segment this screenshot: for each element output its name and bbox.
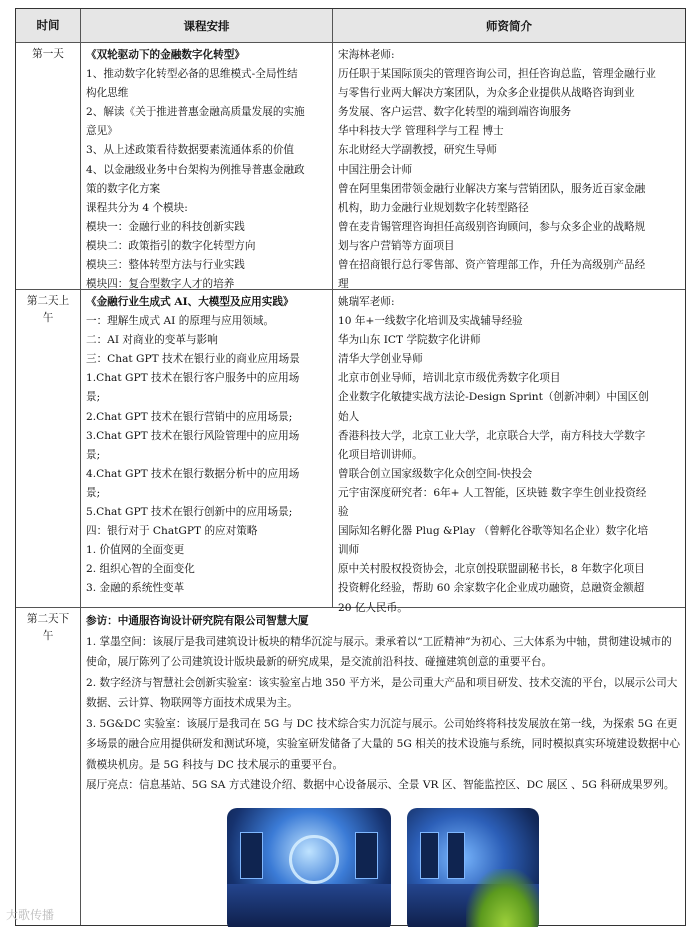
course-line: 1. 价值网的全面变更 — [86, 544, 185, 557]
course-line: 景; — [86, 391, 101, 404]
teacher-line: 始人 — [338, 410, 360, 423]
course-line: 4.Chat GPT 技术在银行数据分析中的应用场 — [86, 467, 300, 480]
time-cell — [16, 43, 81, 289]
course-line: 策的数字化方案 — [86, 182, 161, 195]
course-line: 3.Chat GPT 技术在银行风险管理中的应用场 — [86, 429, 300, 442]
course-line: 5.Chat GPT 技术在银行创新中的应用场景; — [86, 506, 293, 519]
photo-gallery — [86, 808, 680, 927]
teacher-name: 姚瑞军老师: — [338, 296, 395, 308]
teacher-line: 机构，助力金融行业规划数字化转型路径 — [338, 201, 529, 214]
teacher-line: 10 年+一线数字化培训及实战辅导经验 — [338, 315, 523, 328]
header-teacher: 师资简介 — [486, 18, 532, 33]
course-cell — [81, 290, 333, 607]
visit-title: 参访：中通服咨询设计研究院有限公司智慧大厦 — [86, 615, 309, 627]
teacher-line: 划与客户营销等方面项目 — [338, 239, 455, 252]
course-line: 意见》 — [86, 125, 118, 138]
table-row-day2-morning — [16, 289, 685, 614]
teacher-line: 元宇宙深度研究者：6年+ 人工智能，区块链 数字孪生创业投资经 — [338, 486, 647, 499]
course-line: 构化思维 — [86, 87, 129, 100]
time-label: 第二天上 — [26, 295, 70, 307]
teacher-line: 与零售行业两大解决方案团队，为众多企业提供从战略咨询到业 — [338, 87, 635, 100]
teacher-line: 投资孵化经验，帮助 60 余家数字化企业成功融资，总融资金额超 — [338, 582, 645, 595]
teacher-line: 东北财经大学副教授，研究生导师 — [338, 144, 497, 157]
visit-paragraph: 展厅亮点：信息基站、5G SA 方式建设介绍、数据中心设备展示、全景 VR 区、智能监控区、DC 展区 、5G 科研成果罗列。 — [86, 779, 675, 791]
visit-paragraph: 1. 掌墨空间：该展厅是我司建筑设计板块的精华沉淀与展示。秉承着以“工匠精神”为初心、三大体系为中轴，贯彻建设城市的使命，展厅陈列了公司建筑设计版块最新的研究成果，是交流前沿科技、碰撞建筑创意的重要平台。 — [86, 635, 672, 668]
course-table — [15, 8, 686, 926]
teacher-line: 曾在招商银行总行零售部、资产管理部工作，升任为高级别产品经 — [338, 259, 646, 272]
course-line: 4、以金融级业务中台架构为例推导普惠金融政 — [86, 163, 305, 176]
teacher-line: 曾联合创立国家级数字化众创空间-快投会 — [338, 467, 533, 480]
course-line: 1.Chat GPT 技术在银行客户服务中的应用场 — [86, 372, 300, 385]
lab-photo — [407, 808, 539, 927]
teacher-line: 验 — [338, 506, 349, 519]
course-cell — [81, 43, 333, 289]
teacher-line: 原中关村股权投资协会，北京创投联盟副秘书长，8 年数字化项目 — [338, 563, 645, 576]
teacher-line: 务发展、客户运营、数字化转型的端到端咨询服务 — [338, 106, 572, 119]
teacher-cell — [333, 290, 685, 614]
time-label: 第一天 — [32, 48, 64, 60]
teacher-line: 华中科技大学 管理科学与工程 博士 — [338, 125, 504, 138]
teacher-line: 中国注册会计师 — [338, 163, 413, 176]
course-line: 三：Chat GPT 技术在银行业的商业应用场景 — [86, 353, 300, 366]
header-time: 时间 — [16, 9, 81, 42]
course-line: 2、解读《关于推进普惠金融高质量发展的实施 — [86, 106, 305, 119]
teacher-line: 历任职于某国际顶尖的管理咨询公司，担任咨询总监，管理金融行业 — [338, 68, 656, 81]
course-line: 2.Chat GPT 技术在银行营销中的应用场景; — [86, 410, 293, 423]
course-title: 《双轮驱动下的金融数字化转型》 — [86, 49, 245, 61]
course-title: 《金融行业生成式 AI、大模型及应用实践》 — [86, 296, 294, 308]
table-header-row — [16, 9, 685, 42]
teacher-line: 曾在麦肯锡管理咨询担任高级别咨询顾问，参与众多企业的战略规 — [338, 220, 646, 233]
teacher-line: 20 亿人民币。 — [338, 601, 408, 614]
teacher-line: 曾在阿里集团带领金融行业解决方案与营销团队，服务近百家金融 — [338, 182, 646, 195]
course-line: 模块二：政策指引的数字化转型方向 — [86, 239, 256, 252]
teacher-line: 北京市创业导师，培训北京市级优秀数字化项目 — [338, 372, 561, 385]
exhibition-hall-photo — [227, 808, 391, 927]
course-line: 模块四：复合型数字人才的培养 — [86, 278, 235, 291]
course-line: 一：理解生成式 AI 的原理与应用领域。 — [86, 315, 275, 328]
time-label: 第二天下 — [26, 613, 70, 625]
course-line: 模块三：整体转型方法与行业实践 — [86, 259, 245, 272]
teacher-line: 香港科技大学，北京工业大学，北京联合大学，南方科技大学数字 — [338, 429, 646, 442]
teacher-cell — [333, 43, 685, 289]
teacher-line: 清华大学创业导师 — [338, 353, 423, 366]
time-label: 午 — [42, 312, 54, 324]
teacher-line: 国际知名孵化器 Plug &Play （曾孵化谷歌等知名企业）数字化培 — [338, 525, 649, 538]
visit-paragraph: 2. 数字经济与智慧社会创新实验室：该实验室占地 350 平方米，是公司重大产品和项目研发、技术交流的平台，以展示公司大数据、云计算、物联网等方面技术成果为主。 — [86, 676, 678, 709]
time-cell — [16, 608, 81, 925]
course-line: 四：银行对于 ChatGPT 的应对策略 — [86, 525, 258, 538]
teacher-line: 华为山东 ICT 学院数字化讲师 — [338, 334, 481, 347]
time-label: 午 — [42, 630, 54, 642]
teacher-name: 宋海林老师: — [338, 49, 395, 61]
course-line: 2. 组织心智的全面变化 — [86, 563, 195, 576]
table-row-day2-afternoon — [16, 607, 685, 925]
visit-cell — [81, 608, 685, 925]
course-line: 景; — [86, 486, 101, 499]
course-line: 模块一：金融行业的科技创新实践 — [86, 220, 245, 233]
course-line: 课程共分为 4 个模块: — [86, 201, 188, 214]
header-course: 课程安排 — [81, 9, 333, 42]
teacher-line: 训师 — [338, 544, 360, 557]
teacher-line: 理 — [338, 278, 349, 291]
watermark: 大歌传播 — [6, 908, 55, 922]
course-line: 二：AI 对商业的变革与影响 — [86, 334, 218, 347]
table-row-day1 — [16, 42, 685, 289]
course-line: 3、从上述政策看待数据要素流通体系的价值 — [86, 144, 295, 157]
course-line: 景; — [86, 448, 101, 461]
course-line: 1、推动数字化转型必备的思维模式-全局性结 — [86, 68, 298, 81]
teacher-line: 化项目培训讲师。 — [338, 448, 423, 461]
teacher-line: 企业数字化敏捷实战方法论-Design Sprint（创新冲刺）中国区创 — [338, 391, 649, 404]
time-cell — [16, 290, 81, 607]
course-line: 3. 金融的系统性变革 — [86, 582, 185, 595]
visit-paragraph: 3. 5G&DC 实验室：该展厅是我司在 5G 与 DC 技术综合实力沉淀与展示。公司始终将科技发展放在第一线，为探索 5G 在更多场景的融合应用提供研发和测试环境，实验室研发储备了大量的 5G 相关的技术设施与系统，同时模拟真实环境建设数据中心微模块机房。是 5G 科技与 DC 技术展示的重要平台。 — [86, 717, 680, 771]
